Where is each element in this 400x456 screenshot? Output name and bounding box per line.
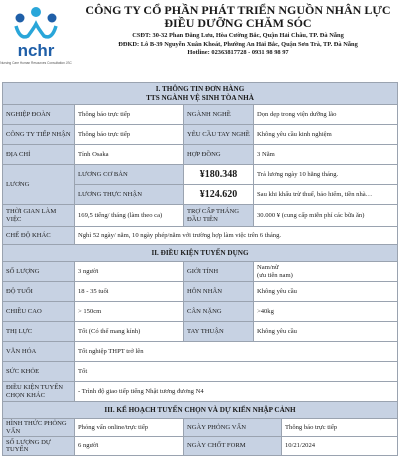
label-base-salary: LƯƠNG CƠ BẢN	[75, 165, 183, 185]
row-address	[3, 145, 397, 165]
label-marital: HÔN NHÂN	[184, 282, 254, 301]
row-education	[3, 342, 397, 362]
row-interview-form	[3, 419, 397, 437]
row-other-benefits	[3, 227, 397, 245]
value-gender-main: Nam/nữ	[257, 264, 279, 271]
label-handedness: TAY THUẬN	[184, 322, 254, 341]
logo-tagline: Nursing Care Human Resources Consultation JSC	[0, 61, 72, 65]
label-working-time: THỜI GIAN LÀM VIỆC	[3, 205, 75, 226]
label-contract: HỢP ĐỒNG	[184, 145, 254, 164]
label-quantity: SỐ LƯỢNG	[3, 262, 75, 281]
value-gender-preference: (ưu tiên nam)	[257, 271, 293, 279]
row-vision	[3, 322, 397, 342]
page-header	[0, 0, 400, 72]
value-education: Tốt nghiệp THPT trở lên	[78, 347, 144, 355]
company-address-office: ĐĐKD: Lô B-39 Nguyễn Xuân Khoát, Phường An Hải Bắc, Quận Sơn Trà, TP. Đà Nẵng	[118, 40, 358, 48]
label-age: ĐỘ TUỔI	[3, 282, 75, 301]
label-other-selection: ĐIỀU KIỆN TUYỂN CHỌN KHÁC	[3, 382, 75, 401]
label-interview-date: NGÀY PHỎNG VẤN	[184, 419, 282, 436]
row-health	[3, 362, 397, 382]
company-hotline: Hotline: 02363817728 - 0931 98 98 97	[187, 49, 289, 56]
label-receiving-company: CÔNG TY TIẾP NHẬN	[3, 125, 75, 144]
value-address: Tỉnh Osaka	[75, 145, 184, 164]
logo-dot-2	[31, 7, 41, 17]
row-company	[3, 125, 397, 145]
label-skill-requirement: YÊU CẦU TAY NGHỀ	[184, 125, 254, 144]
label-gender: GIỚI TÍNH	[184, 262, 254, 281]
section-1-title: I. THÔNG TIN ĐƠN HÀNG	[155, 85, 245, 93]
label-first-month-allowance: TRỢ CẤP THÁNG ĐẦU TIÊN	[184, 205, 254, 226]
value-vision: Tốt (Có thể mang kính)	[75, 322, 184, 341]
value-union: Thông báo trực tiếp	[75, 105, 184, 124]
label-weight: CÂN NẶNG	[184, 302, 254, 321]
section-1-header	[3, 83, 397, 105]
label-form-deadline: NGÀY CHỐT FORM	[184, 437, 282, 455]
value-industry: Dọn dẹp trong viện dưỡng lão	[257, 110, 337, 118]
salary-values	[184, 165, 254, 204]
order-table	[2, 82, 398, 456]
value-quantity: 3 người	[75, 262, 184, 281]
value-weight: >40kg	[257, 307, 274, 315]
row-salary	[3, 165, 397, 205]
value-net-salary: ¥124.620	[199, 188, 238, 200]
value-other-benefits: Nghỉ 52 ngày/ năm, 10 ngày phép/năm với trường hợp làm việc trên 6 tháng.	[78, 231, 282, 239]
value-working-time: 169,5 tiếng/ tháng (làm theo ca)	[75, 205, 184, 226]
value-interview-form: Phỏng vấn online/trực tiếp	[75, 419, 184, 436]
section-1-subtitle: TTS NGÀNH VỆ SINH TÒA NHÀ	[146, 93, 254, 102]
label-industry: NGÀNH NGHỀ	[184, 105, 254, 124]
value-contract: 3 Năm	[257, 150, 275, 158]
row-working-time	[3, 205, 397, 227]
label-candidate-count: SỐ LƯỢNG DỰ TUYỂN	[3, 437, 75, 455]
row-job	[3, 105, 397, 125]
company-name-line-2: ĐIỀU DƯỠNG CHĂM SÓC	[164, 16, 312, 30]
nchr-logo	[0, 6, 72, 68]
value-skill-requirement: Không yêu cầu kinh nghiệm	[257, 130, 332, 138]
logo-swoosh	[16, 24, 56, 37]
value-age: 18 - 35 tuổi	[75, 282, 184, 301]
company-name-line-1: CÔNG TY CỔ PHẦN PHÁT TRIỂN NGUỒN NHÂN LỰC	[85, 3, 391, 17]
row-height	[3, 302, 397, 322]
label-salary: LƯƠNG	[3, 165, 75, 204]
logo-dot-3	[48, 14, 57, 23]
value-candidate-count: 6 người	[75, 437, 184, 455]
company-block	[80, 4, 396, 58]
label-health: SỨC KHỎE	[3, 362, 75, 381]
label-other-benefits: CHẾ ĐỘ KHÁC	[3, 227, 75, 244]
value-form-deadline: 10/21/2024	[285, 442, 316, 450]
logo-wordmark: nchr	[17, 41, 55, 60]
row-other-selection	[3, 382, 397, 402]
row-quantity	[3, 262, 397, 282]
value-receiving-company: Thông báo trực tiếp	[75, 125, 184, 144]
row-age	[3, 282, 397, 302]
section-2-header: II. ĐIỀU KIỆN TUYỂN DỤNG	[3, 245, 397, 262]
label-union: NGHIỆP ĐOÀN	[3, 105, 75, 124]
value-other-selection: - Trình độ giao tiếp tiếng Nhật tương đương N4	[78, 387, 204, 395]
value-base-salary: ¥180.348	[184, 165, 253, 185]
value-first-month-allowance: 30.000 ¥ (cung cấp miễn phí các bữa ăn)	[257, 211, 365, 219]
label-vision: THỊ LỰC	[3, 322, 75, 341]
logo-dot-1	[16, 14, 25, 23]
salary-note-deductions: Sau khi khấu trừ thuế, bảo hiểm, tiền nhà…	[257, 190, 373, 198]
salary-labels	[75, 165, 184, 204]
label-interview-form: HÌNH THỨC PHỎNG VẤN	[3, 419, 75, 436]
value-interview-date: Thông báo trực tiếp	[285, 423, 338, 431]
value-handedness: Không yêu cầu	[257, 327, 297, 335]
value-marital: Không yêu cầu	[257, 287, 297, 295]
value-gender	[254, 262, 397, 281]
section-3-header: III. KẾ HOẠCH TUYỂN CHỌN VÀ DỰ KIẾN NHẬP CẢNH	[3, 402, 397, 419]
company-address-main: CSĐT: 30-32 Phan Đăng Lưu, Hòa Cường Bắc, Quận Hải Châu, TP. Đà Nẵng	[132, 32, 344, 39]
value-height: > 150cm	[75, 302, 184, 321]
value-health: Tốt	[78, 367, 88, 375]
label-address: ĐỊA CHỈ	[3, 145, 75, 164]
label-education: VĂN HÓA	[3, 342, 75, 361]
label-height: CHIỀU CAO	[3, 302, 75, 321]
label-net-salary: LƯƠNG THỰC NHẬN	[75, 185, 183, 204]
row-candidates	[3, 437, 397, 455]
salary-note-payday: Trả lương ngày 10 hằng tháng.	[254, 165, 397, 185]
salary-notes	[254, 165, 397, 204]
